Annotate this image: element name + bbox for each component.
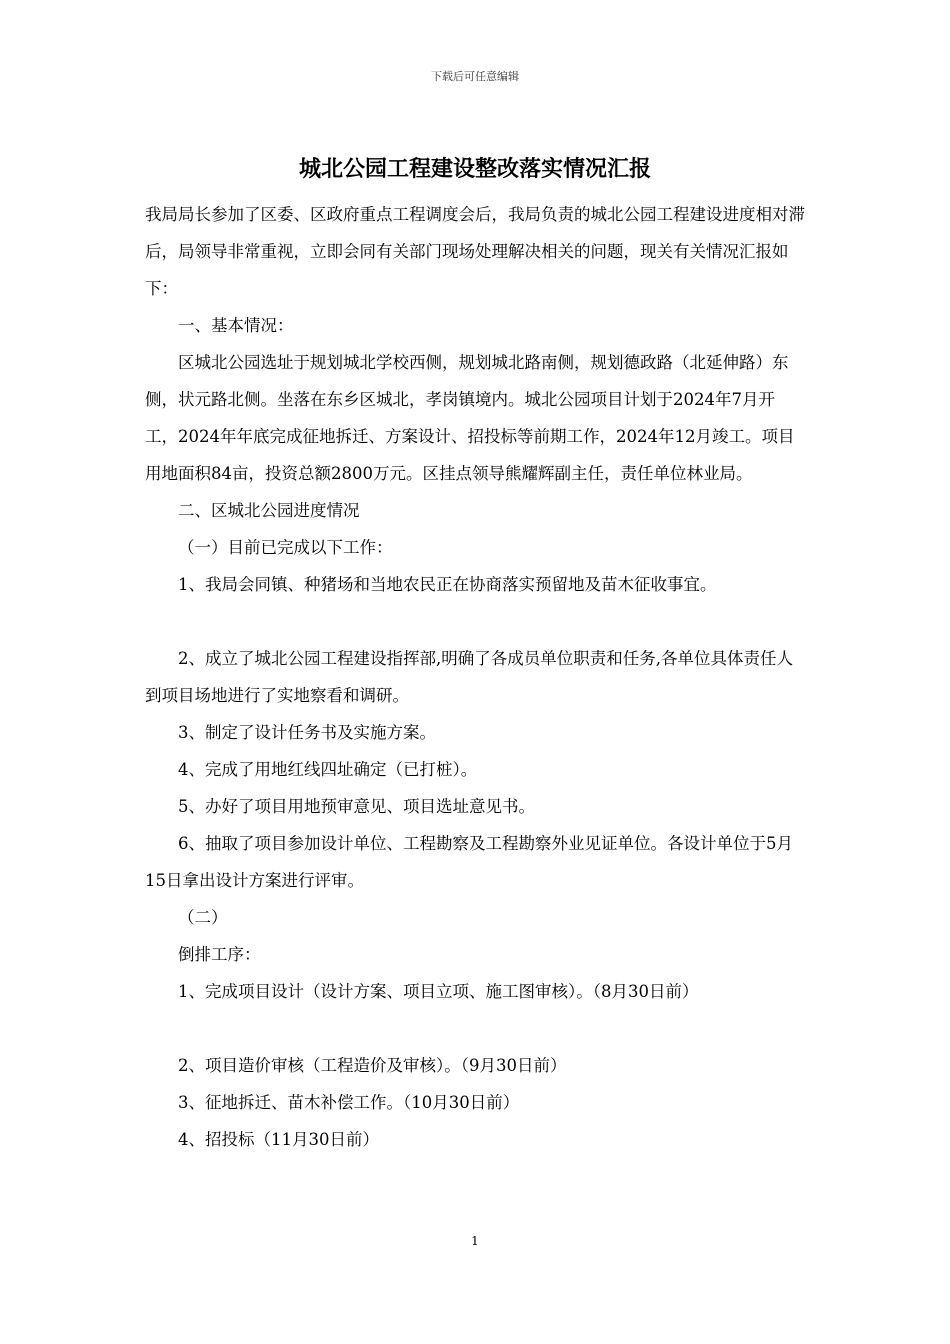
page-number: 1 xyxy=(471,1234,479,1248)
completed-item-4: 4、完成了用地红线四址确定（已打桩）。 xyxy=(178,760,478,779)
spacer xyxy=(145,1010,807,1047)
subsection-heading-2: （二） xyxy=(178,908,228,927)
section-heading-progress: 二、区城北公园进度情况 xyxy=(178,501,360,520)
intro-paragraph: 我局局长参加了区委、区政府重点工程调度会后，我局负责的城北公园工程建设进度相对滞后，局领导非常重视，立即会同有关部门现场处理解决相关的问题，现关有关情况汇报如下： xyxy=(145,205,805,298)
completed-item-1: 1、我局会同镇、种猪场和当地农民正在协商落实预留地及苗木征收事宜。 xyxy=(178,575,717,594)
schedule-item-1: 1、完成项目设计（设计方案、项目立项、施工图审核）。（8月30日前） xyxy=(178,982,699,1001)
document-title: 城北公园工程建设整改落实情况汇报 xyxy=(298,157,651,182)
completed-item-6: 6、抽取了项目参加设计单位、工程勘察及工程勘察外业见证单位。各设计单位于5月15日拿出设计方案进行评审。 xyxy=(145,834,793,890)
schedule-item-2: 2、项目造价审核（工程造价及审核）。（9月30日前） xyxy=(178,1056,567,1075)
completed-item-2: 2、成立了城北公园工程建设指挥部,明确了各成员单位职责和任务,各单位具体责任人到项目场地进行了实地察看和调研。 xyxy=(145,649,793,705)
page-header: 下载后可任意编辑 xyxy=(431,70,519,83)
schedule-heading: 倒排工序： xyxy=(178,945,261,964)
schedule-item-3: 3、征地拆迁、苗木补偿工作。（10月30日前） xyxy=(178,1093,520,1112)
completed-item-5: 5、办好了项目用地预审意见、项目选址意见书。 xyxy=(178,797,535,816)
basic-info-paragraph: 区城北公园选址于规划城北学校西侧，规划城北路南侧，规划德政路（北延伸路）东侧，状元路北侧。坐落在东乡区城北，孝岗镇境内。城北公园项目计划于2024年7月开工，2024年年底完成征地拆迁、方案设计、招投标等前期工作，2024年12月竣工。项目用地面积84亩，投资总额2800万元。区挂点领导熊耀辉副主任，责任单位林业局。 xyxy=(145,353,795,483)
document-body xyxy=(145,196,807,1158)
spacer xyxy=(145,603,807,640)
schedule-item-4: 4、招投标（11月30日前） xyxy=(178,1130,379,1149)
subsection-heading-completed: （一）目前已完成以下工作： xyxy=(178,538,393,557)
section-heading-basic: 一、基本情况： xyxy=(178,316,294,335)
completed-item-3: 3、制定了设计任务书及实施方案。 xyxy=(178,723,436,742)
